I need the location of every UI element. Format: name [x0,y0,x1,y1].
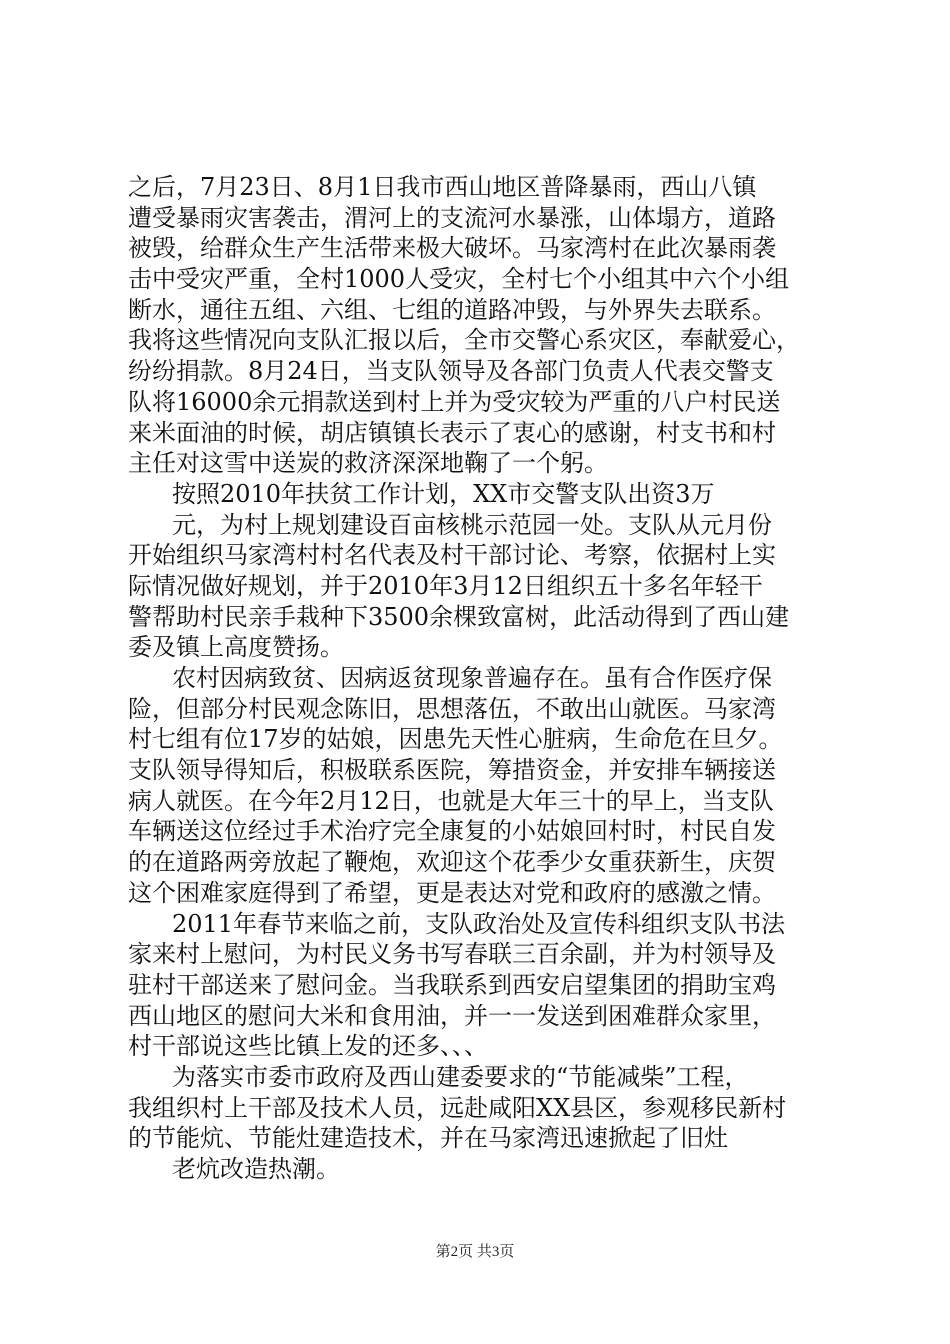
text-line: 队将16000余元捐款送到村上并为受灾较为严重的八户村民送 [128,387,781,416]
text-line: 险，但部分村民观念陈旧，思想落伍，不敢出山就医。马家湾 [128,694,776,723]
text-line: 元，为村上规划建设百亩核桃示范园一处。支队从元月份 [172,510,772,539]
page-number-footer: 第2页 共3页 [435,1244,515,1260]
document-body [128,172,848,1185]
text-line: 我组织村上干部及技术人员，远赴咸阳XX县区，参观移民新村 [128,1093,787,1122]
text-line: 驻村干部送来了慰问金。当我联系到西安启望集团的捐助宝鸡 [128,970,776,999]
text-line: 开始组织马家湾村村名代表及村干部讨论、考察，依据村上实 [128,541,776,570]
paragraph-start-line: 2011年春节来临之前，支队政治处及宣传科组织支队书法 [172,909,786,938]
text-line: 之后，7月23日、8月1日我市西山地区普降暴雨，西山八镇 [128,173,757,201]
text-line: 纷纷捐款。8月24日，当支队领导及各部门负责人代表交警支 [128,357,774,386]
text-line: 村七组有位17岁的姑娘，因患先天性心脏病，生命危在旦夕。 [128,725,783,754]
text-line: 西山地区的慰问大米和食用油，并一一发送到困难群众家里， [128,1001,776,1030]
text-line: 来米面油的时候，胡店镇镇长表示了衷心的感谢，村支书和村 [128,418,776,447]
text-line: 委及镇上高度赞扬。 [128,633,344,662]
paragraph-start-line: 为落实市委市政府及西山建委要求的“节能减柴”工程， [172,1062,749,1091]
text-line: 被毁，给群众生产生活带来极大破坏。马家湾村在此次暴雨袭 [128,234,776,263]
text-line: 遭受暴雨灾害袭击，渭河上的支流河水暴涨，山体塌方，道路 [128,203,776,232]
text-line: 断水，通往五组、六组、七组的道路冲毁，与外界失去联系。 [128,295,776,324]
text-line: 家来村上慰问，为村民义务书写春联三百余副，并为村领导及 [128,940,776,969]
text-line: 车辆送这位经过手术治疗完全康复的小姑娘回村时，村民自发 [128,817,776,846]
text-line: 这个困难家庭得到了希望，更是表达对党和政府的感激之情。 [128,878,776,907]
text-line: 病人就医。在今年2月12日，也就是大年三十的早上，当支队 [128,786,774,815]
text-line: 村干部说这些比镇上发的还多、、、 [128,1032,488,1061]
text-line: 主任对这雪中送炭的救济深深地鞠了一个躬。 [128,449,608,478]
text-line: 的节能炕、节能灶建造技术，并在马家湾迅速掀起了旧灶 [128,1124,728,1153]
text-line: 支队领导得知后，积极联系医院，筹措资金，并安排车辆接送 [128,756,776,785]
paragraph-start-line: 按照2010年扶贫工作计划，XX市交警支队出资3万 [172,479,715,508]
paragraph-start-line: 农村因病致贫、因病返贫现象普遍存在。虽有合作医疗保 [172,664,772,692]
text-line: 警帮助村民亲手栽种下3500余棵致富树，此活动得到了西山建 [128,602,790,631]
text-line: 老炕改造热潮。 [172,1155,340,1183]
text-line: 我将这些情况向支队汇报以后，全市交警心系灾区，奉献爱心， [128,326,800,355]
text-line: 击中受灾严重，全村1000人受灾，全村七个小组其中六个小组 [128,265,790,294]
text-line: 际情况做好规划，并于2010年3月12日组织五十多名年轻干 [128,571,763,600]
text-line: 的在道路两旁放起了鞭炮，欢迎这个花季少女重获新生，庆贺 [128,848,776,877]
